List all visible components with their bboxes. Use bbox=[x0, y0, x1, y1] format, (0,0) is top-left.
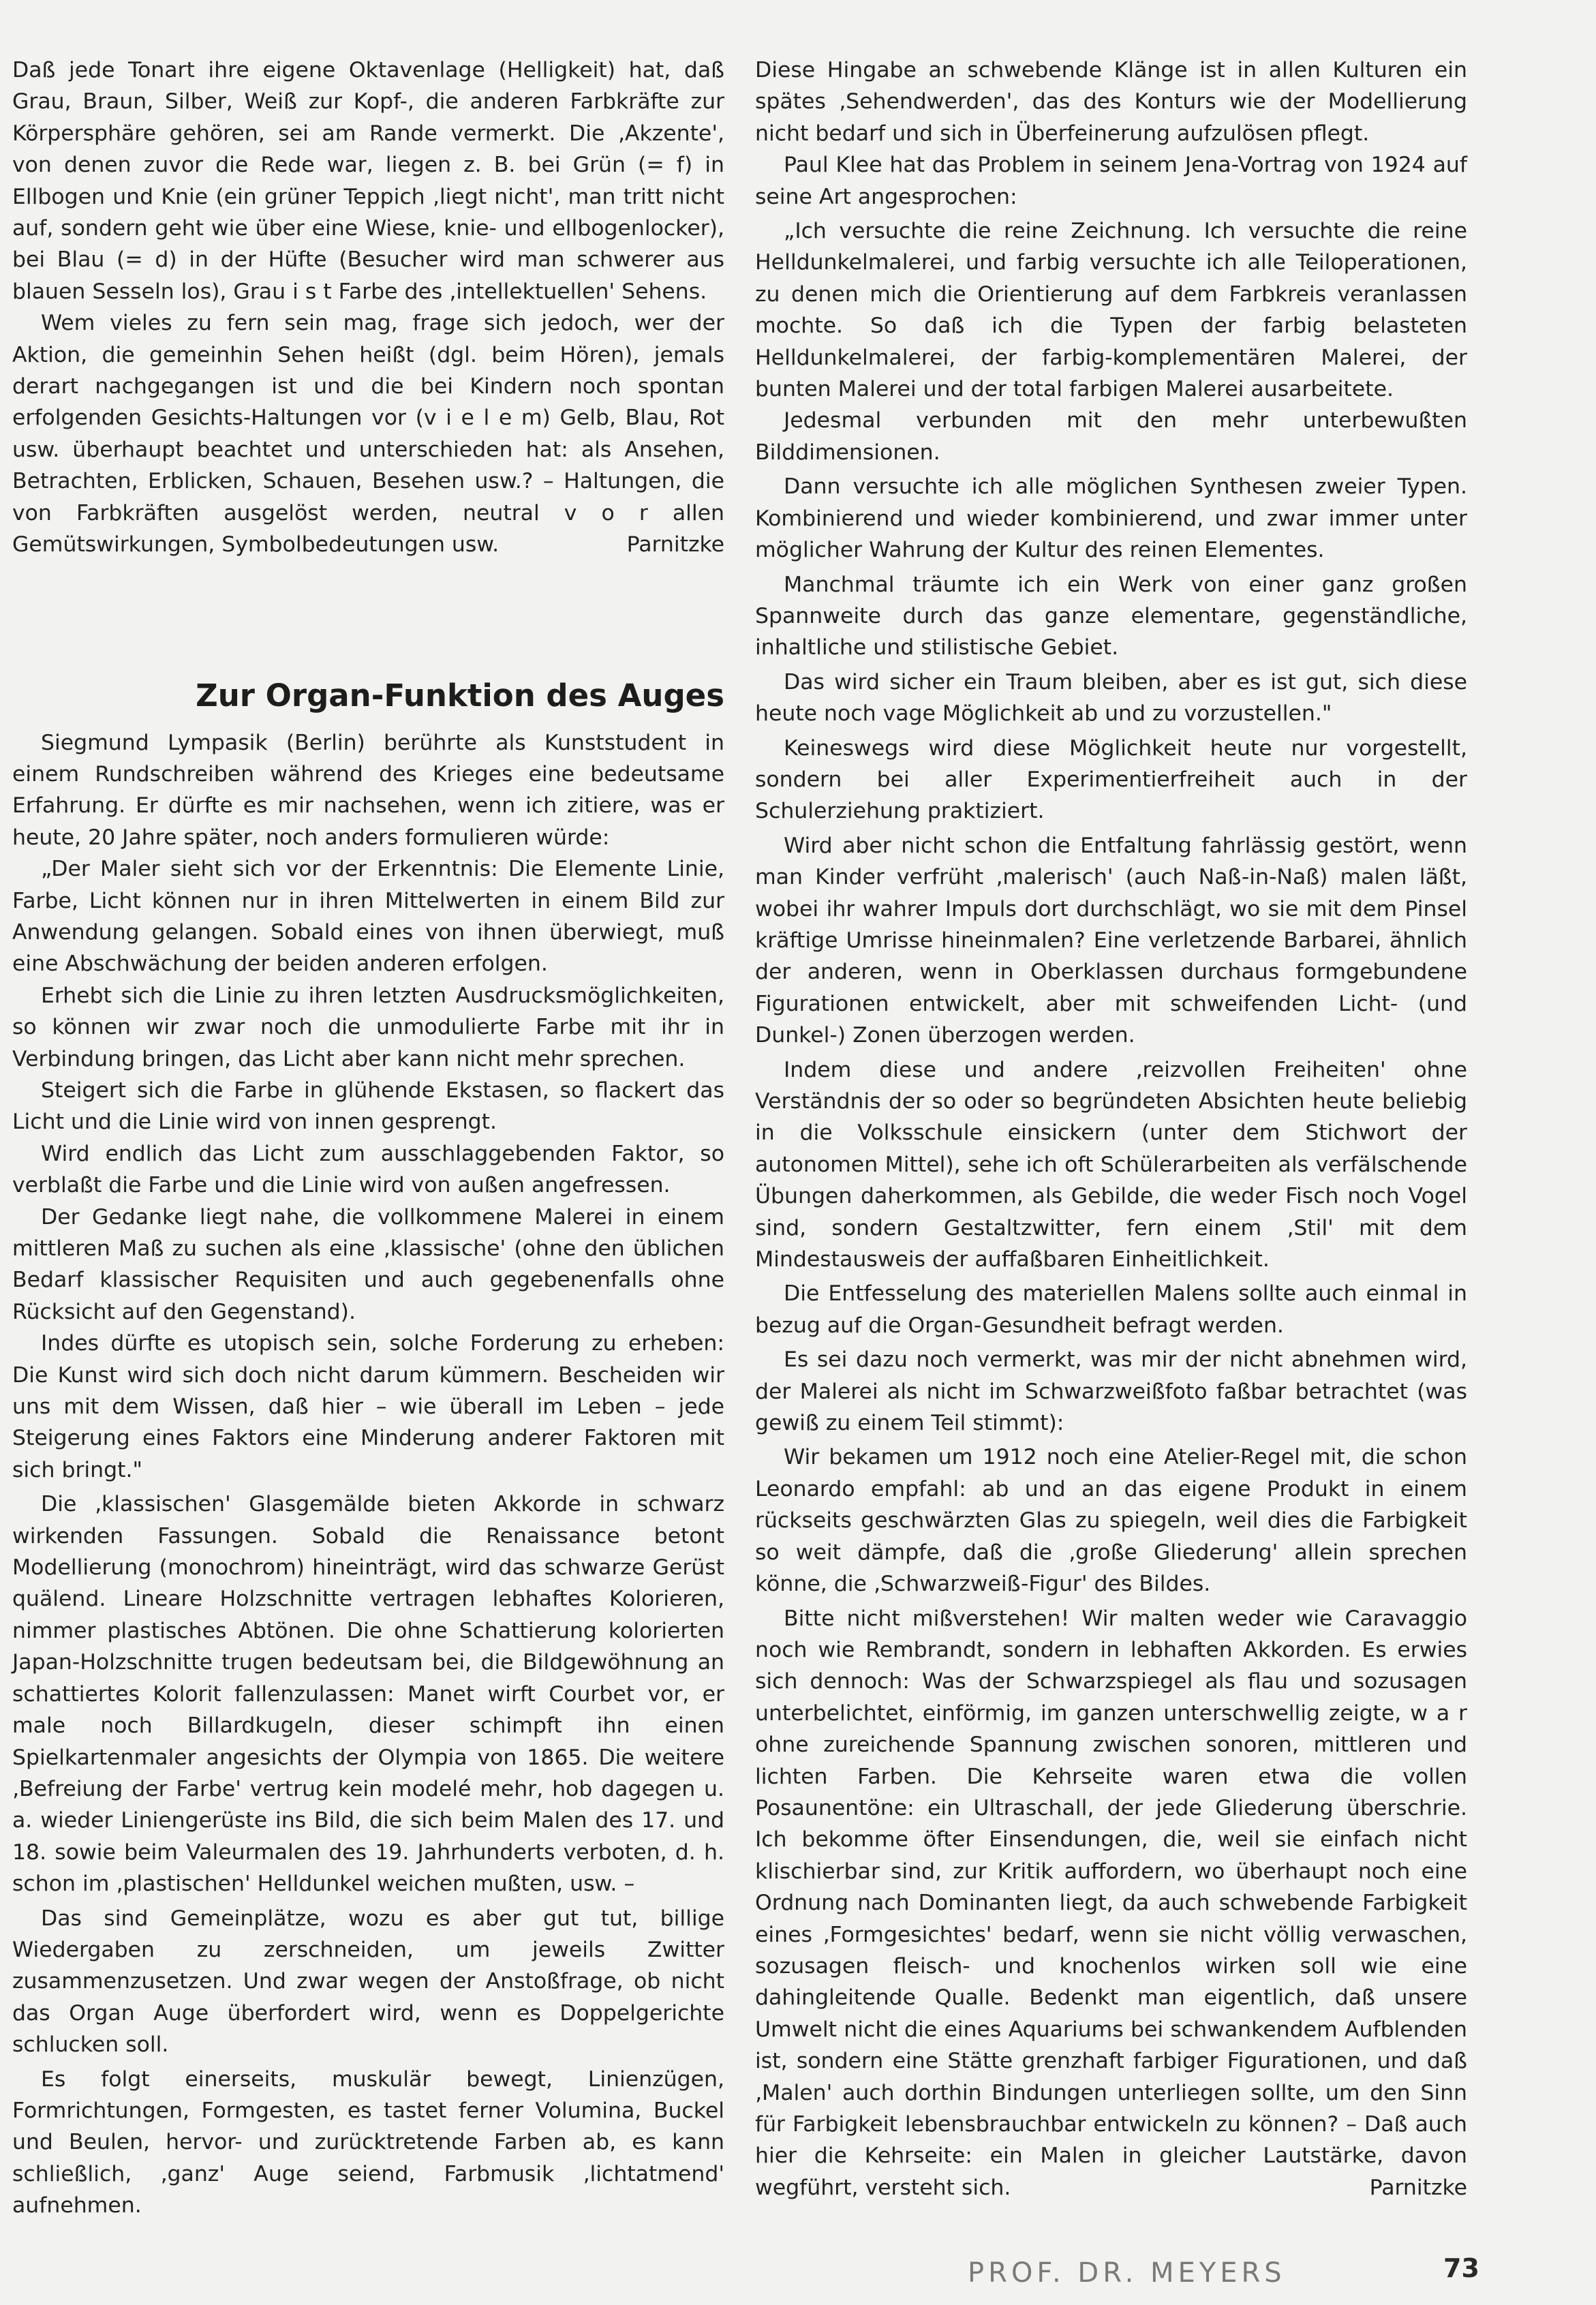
quote-paragraph: Indes dürfte es utopisch sein, solche Forderung zu erheben: Die Kunst wird sich doch nicht darum kümmern. Bescheiden wir uns mit dem Wissen, daß hier – wie überall im Leben – jede Steigerung eines Faktors eine Minderung anderer Faktoren mit sich bringt." bbox=[12, 1331, 724, 1482]
quote-paragraph: Manchmal träumte ich ein Werk von einer ganz großen Spannweite durch das ganze elementare, gegenständliche, inhaltliche und stilistische Gebiet. bbox=[755, 572, 1467, 660]
footer-author: PROF. DR. MEYERS bbox=[968, 2257, 1286, 2289]
right-column bbox=[755, 55, 1467, 2203]
paragraph: Es folgt einerseits, muskulär bewegt, Linienzügen, Formrichtungen, Formgesten, es tastet ferner Volumina, Buckel und Beulen, hervor- und zurücktretende Farben ab, es kann schließlich, ‚ganz' Auge seiend, Farbmusik ‚lichtatmend' aufnehmen. bbox=[12, 2066, 724, 2218]
paragraph: Paul Klee hat das Problem in seinem Jena-Vortrag von 1924 auf seine Art angesprochen: bbox=[755, 153, 1467, 209]
page-number: 73 bbox=[1443, 2253, 1479, 2283]
paragraph: Die Entfesselung des materiellen Malens sollte auch einmal in bezug auf die Organ-Gesundheit befragt werden. bbox=[755, 1281, 1467, 1338]
section-heading: Zur Organ-Funktion des Auges bbox=[196, 677, 724, 714]
paragraph: Die ‚klassischen' Glasgemälde bieten Akkorde in schwarz wirkenden Fassungen. Sobald die Renaissance betont Modellierung (monochrom) hineinträgt, wird das schwarze Gerüst quälend. Lineare Holzschnitte vertragen lebhaftes Kolorieren, nimmer plastisches Abtönen. Die ohne Schattierung kolorierten Japan-Holzschnitte trugen bedeutsam bei, die Bildgewöhnung an schattiertes Kolorit fallenzulassen: Manet wirft Courbet vor, er male noch Billardkugeln, dieser schimpft ihn einen Spielkartenmaler angesichts der Olympia von 1865. Die weitere ‚Befreiung der Farbe' vertrug kein modelé mehr, hob dagegen u. a. wieder Liniengerüste ins Bild, die sich beim Malen des 17. und 18. sowie beim Valeurmalen des 19. Jahrhunderts verboten, d. h. schon im ‚plastischen' Helldunkel weichen mußten, usw. – bbox=[12, 1492, 724, 1897]
paragraph: Wir bekamen um 1912 noch eine Atelier-Regel mit, die schon Leonardo empfahl: ab und an das eigene Produkt in einem rückseits geschwärzten Glas zu spiegeln, weil dies die Farbigkeit so weit dämpfe, daß die ‚große Gliederung' allein sprechen könne, die ‚Schwarzweiß-Figur' des Bildes. bbox=[755, 1445, 1467, 1597]
paragraph: Diese Hingabe an schwebende Klänge ist in allen Kulturen ein spätes ‚Sehendwerden', das des Konturs wie der Modellierung nicht bedarf und sich in Überfeinerung aufzulösen pflegt. bbox=[755, 58, 1467, 146]
paragraph: Es sei dazu noch vermerkt, was mir der nicht abnehmen wird, der Malerei als nicht im Schwarzweißfoto faßbar betrachtet (was gewiß zu einem Teil stimmt): bbox=[755, 1347, 1467, 1436]
author-signature: Parnitzke bbox=[1369, 2175, 1467, 2200]
paragraph: Keineswegs wird diese Möglichkeit heute nur vorgestellt, sondern bei aller Experimentierfreiheit auch in der Schulerziehung praktiziert. bbox=[755, 735, 1467, 824]
quote-paragraph: Steigert sich die Farbe in glühende Ekstasen, so flackert das Licht und die Linie wird von innen gesprengt. bbox=[12, 1078, 724, 1135]
paragraph-with-signature bbox=[755, 1603, 1467, 2204]
paragraph: Daß jede Tonart ihre eigene Oktavenlage (Helligkeit) hat, daß Grau, Braun, Silber, Weiß zur Kopf-, die anderen Farbkräfte zur Körpersphäre gehören, sei am Rande vermerkt. Die ‚Akzente', von denen zuvor die Rede war, liegen z. B. bei Grün (= f) in Ellbogen und Knie (ein grüner Teppich ‚liegt nicht', man tritt nicht auf, sondern geht wie über eine Wiese, knie- und ellbogenlocker), bei Blau (= d) in der Hüfte (Besucher wird man schwerer aus blauen Sesseln los), Grau i s t Farbe des ‚intellektuellen' Sehens. bbox=[12, 58, 724, 304]
author-signature: Parnitzke bbox=[626, 532, 724, 558]
paragraph: Das sind Gemeinplätze, wozu es aber gut tut, billige Wiedergaben zu zerschneiden, um jeweils Zwitter zusammenzusetzen. Und zwar wegen der Anstoßfrage, ob nicht das Organ Auge überfordert wird, wenn es Doppelgerichte schlucken soll. bbox=[12, 1906, 724, 2058]
paragraph: Wird aber nicht schon die Entfaltung fahrlässig gestört, wenn man Kinder verfrüht ‚malerisch' (auch Naß-in-Naß) malen läßt, wobei ihr wahrer Impuls dort durchschlägt, wo sie mit dem Pinsel kräftige Umrisse hineinmalen? Eine verletzende Barbarei, ähnlich der anderen, wenn in Oberklassen durchaus formgebundene Figurationen entwickelt, aber mit schweifenden Licht- (und Dunkel-) Zonen überzogen werden. bbox=[755, 833, 1467, 1048]
paragraph: Siegmund Lympasik (Berlin) berührte als Kunststudent in einem Rundschreiben während des Krieges eine bedeutsame Erfahrung. Er dürfte es mir nachsehen, wenn ich zitiere, was er heute, 20 Jahre später, noch anders formulieren würde: bbox=[12, 730, 724, 850]
paragraph-text: Bitte nicht mißverstehen! Wir malten weder wie Caravaggio noch wie Rembrandt, sondern in lebhaften Akkorden. Es erwies sich dennoch: Was der Schwarzspiegel als flau und sozusagen unterbelichtet, einförmig, im ganzen unterschwellig zeigte, w a r ohne zureichende Spannung zwischen sonoren, mittleren und lichten Farben. Die Kehrseite waren etwa die vollen Posaunentöne: ein Ultraschall, der jede Gliederung überschrie. Ich bekomme öfter Einsendungen, die, weil sie einfach nicht klischierbar sind, zur Kritik auffordern, wo überhaupt noch eine Ordnung nach Dominanten liegt, da auch schwebende Farbigkeit eines ‚Formgesichtes' bedarf, wenn sie nicht völlig verwaschen, sozusagen fleisch- und knochenlos wirken soll wie eine dahingleitende Qualle. Bedenkt man eigentlich, daß unsere Umwelt nicht die eines Aquariums bei schwankendem Aufblenden ist, sondern eine Stätte grenzhaft farbiger Figurationen, und daß ‚Malen' auch dorthin Bindungen unterliegen sollte, um den Sinn für Farbigkeit lebensbrauchbar entwickeln zu können? – Daß auch hier die Kehrseite: ein Malen in gleicher Lautstärke, davon wegführt, versteht sich. bbox=[755, 1606, 1467, 2200]
quote-paragraph: Erhebt sich die Linie zu ihren letzten Ausdrucksmöglichkeiten, so können wir zwar noch die unmodulierte Farbe mit ihr in Verbindung bringen, das Licht aber kann nicht mehr sprechen. bbox=[12, 983, 724, 1071]
quote-paragraph: Dann versuchte ich alle möglichen Synthesen zweier Typen. Kombinierend und wieder kombinierend, und zwar immer unter möglicher Wahrung der Kultur des reinen Elementes. bbox=[755, 474, 1467, 563]
quote-paragraph: Das wird sicher ein Traum bleiben, aber es ist gut, sich diese heute noch vage Möglichkeit ab und zu vorzustellen." bbox=[755, 669, 1467, 727]
paragraph-with-signature bbox=[12, 307, 724, 560]
quote-paragraph: „Ich versuchte die reine Zeichnung. Ich versuchte die reine Helldunkelmalerei, und farbig versuchte ich alle Teiloperationen, zu denen mich die Orientierung auf dem Farbkreis veranlassen mochte. So daß ich die Typen der farbig belasteten Helldunkelmalerei, der farbig-komplementären Malerei, der bunten Malerei und der total farbigen Malerei ausarbeitete. bbox=[755, 219, 1467, 402]
paragraph-text: Wem vieles zu fern sein mag, frage sich jedoch, wer der Aktion, die gemeinhin Sehen heißt (dgl. beim Hören), jemals derart nachgegangen ist und die bei Kindern noch spontan erfolgenden Gesichts-Haltungen vor (v i e l e m) Gelb, Blau, Rot usw. überhaupt beachtet und unterschieden hat: als Ansehen, Betrachten, Erblicken, Schauen, Besehen usw.? – Haltungen, die von Farbkräften ausgelöst werden, neutral v o r allen Gemütswirkungen, Symbolbedeutungen usw. bbox=[12, 311, 724, 558]
paragraph: Indem diese und andere ‚reizvollen Freiheiten' ohne Verständnis der so oder so begründeten Absichten heute beliebig in die Volksschule einsickern (unter dem Stichwort der autonomen Mittel), sehe ich oft Schülerarbeiten als verfälschende Übungen daherkommen, als Gebilde, die weder Fisch noch Vogel sind, sondern Gestaltzwitter, fern einem ‚Stil' mit dem Mindestausweis der auffaßbaren Einheitlichkeit. bbox=[755, 1057, 1467, 1272]
quote-paragraph: Jedesmal verbunden mit den mehr unterbewußten Bilddimensionen. bbox=[755, 408, 1467, 465]
left-column bbox=[12, 55, 724, 2222]
quote-paragraph: Wird endlich das Licht zum ausschlaggebenden Faktor, so verblaßt die Farbe und die Linie wird von außen angefressen. bbox=[12, 1141, 724, 1198]
quote-paragraph: „Der Maler sieht sich vor der Erkenntnis: Die Elemente Linie, Farbe, Licht können nur in ihren Mittelwerten in einem Bild zur Anwendung gelangen. Sobald eines von ihnen überwiegt, muß eine Abschwächung der beiden anderen erfolgen. bbox=[12, 857, 724, 977]
quote-paragraph: Der Gedanke liegt nahe, die vollkommene Malerei in einem mittleren Maß zu suchen als eine ‚klassische' (ohne den üblichen Bedarf klassischer Requisiten und auch gegebenenfalls ohne Rücksicht auf den Gegenstand). bbox=[12, 1204, 724, 1324]
